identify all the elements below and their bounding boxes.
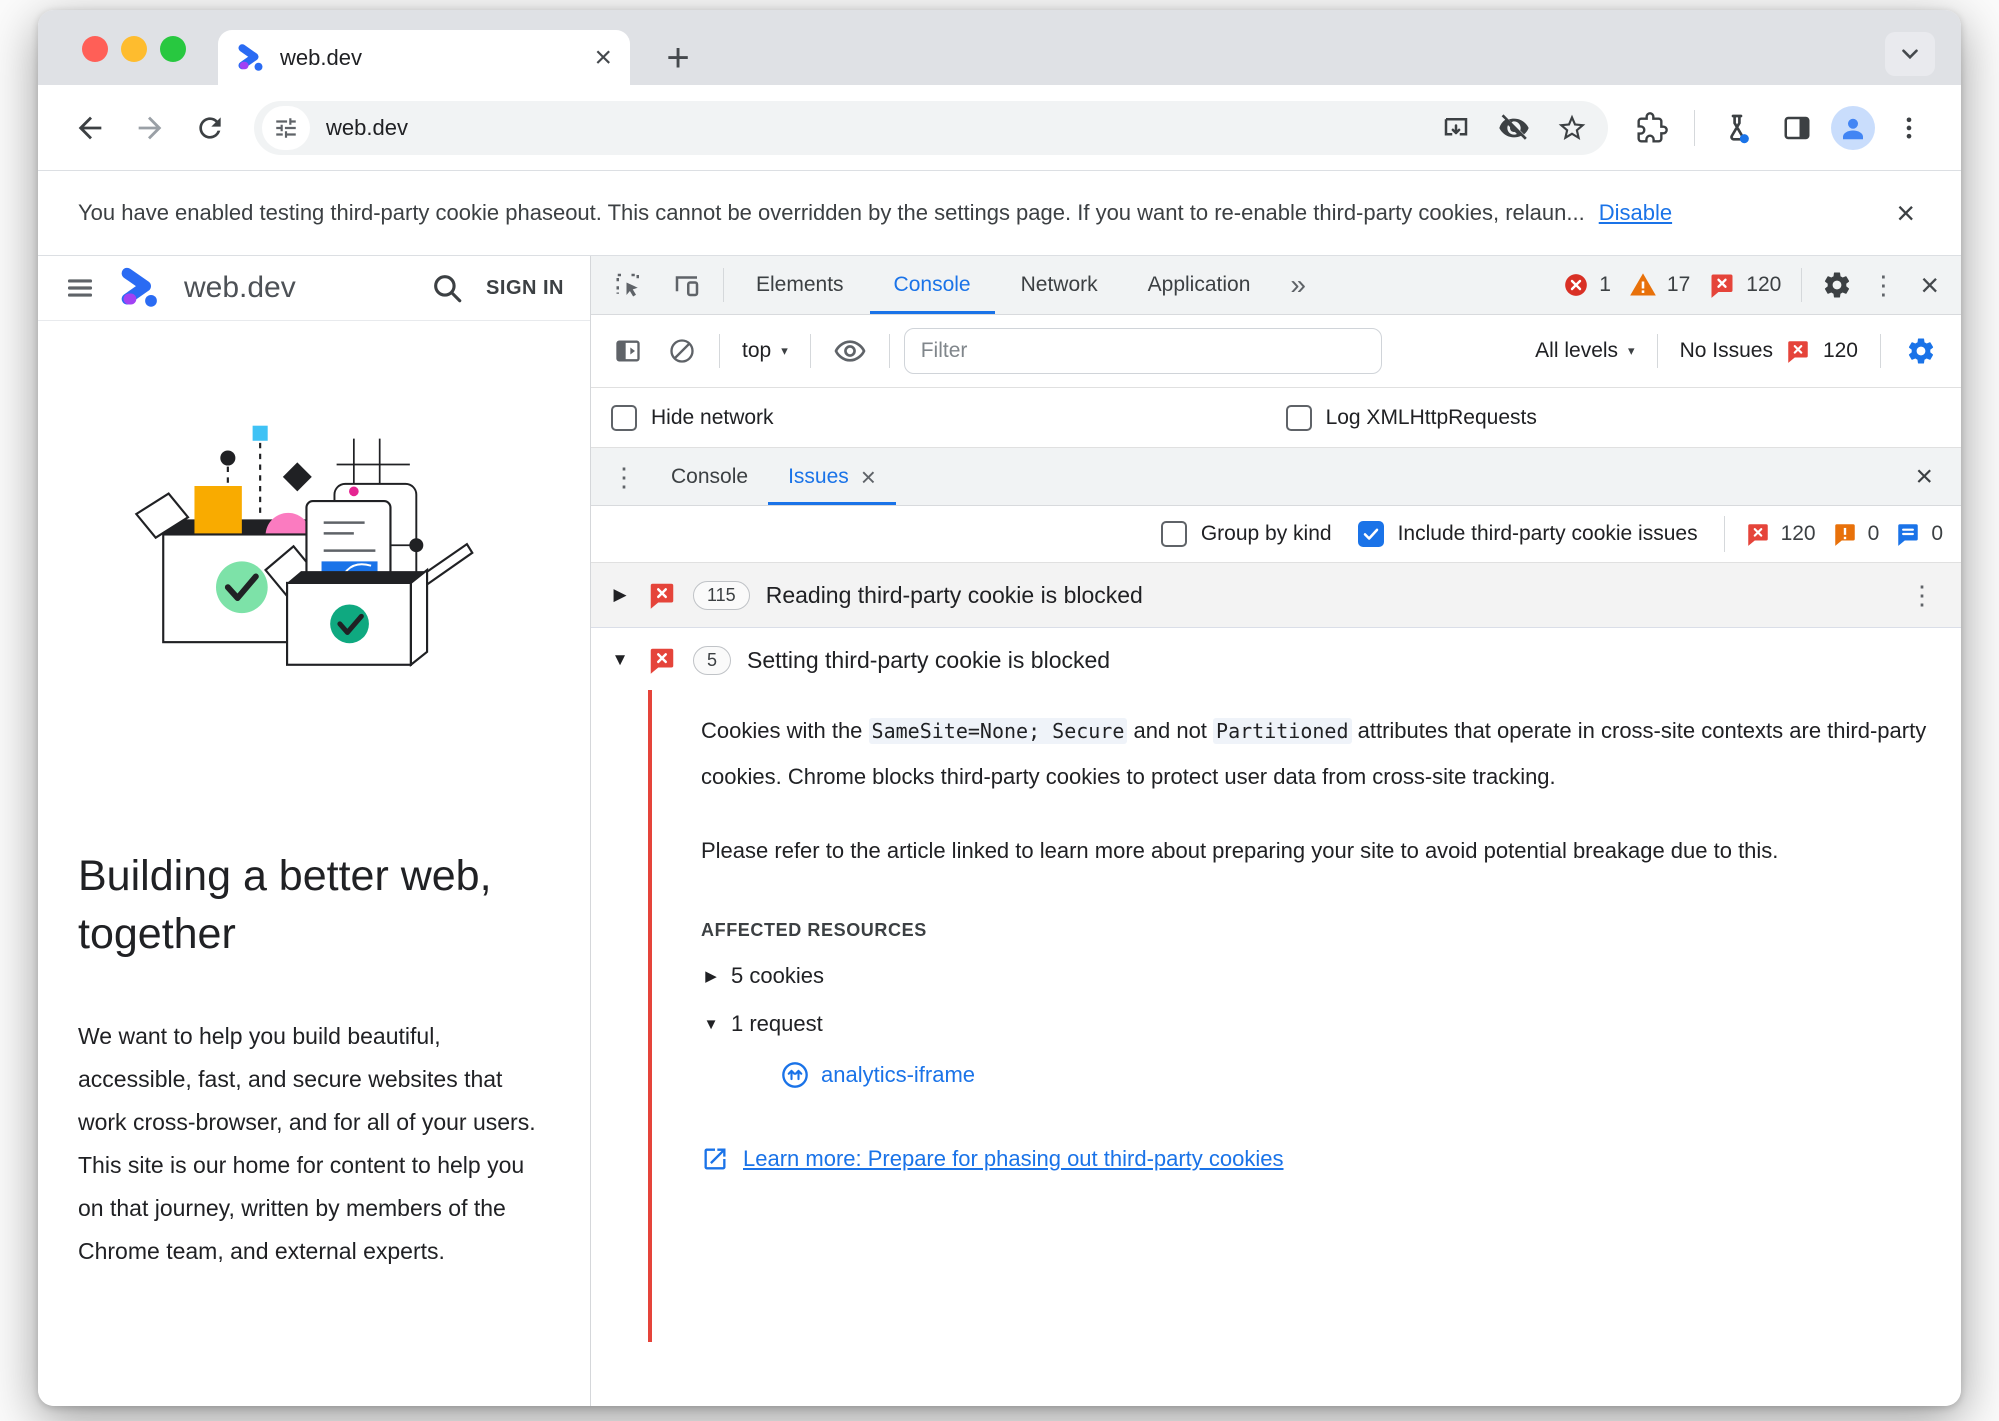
drawer-menu-kebab-icon[interactable]: ⋮	[611, 461, 637, 492]
drawer-tab-bar	[591, 448, 1961, 506]
reload-button[interactable]	[184, 102, 236, 154]
issues-list	[591, 563, 1961, 1406]
issue-kind-counters	[1724, 516, 1943, 552]
live-expression-eye-icon[interactable]	[825, 323, 875, 379]
chevron-down-icon: ▾	[781, 343, 788, 358]
zoom-window-button[interactable]	[160, 36, 186, 62]
tab-close-icon[interactable]: ×	[594, 40, 612, 74]
webdev-favicon-icon	[236, 43, 266, 73]
issue-advice: Please refer to the article linked to learn more about preparing your site to avoid potential breakage due to this.	[701, 838, 1779, 863]
issues-count[interactable]: 120	[1746, 273, 1782, 296]
no-issues-counter[interactable]: No Issues 120	[1679, 339, 1858, 362]
tab-network[interactable]: Network	[1020, 273, 1098, 296]
minimize-window-button[interactable]	[121, 36, 147, 62]
console-settings-gear-icon[interactable]	[1895, 323, 1947, 379]
affected-requests-item[interactable]: ▼ 1 request	[701, 1011, 1941, 1037]
console-filter-input[interactable]	[904, 328, 1382, 374]
inspect-element-icon[interactable]	[601, 257, 657, 313]
intro-paragraph: We want to help you build beautiful, accessible, fast, and secure websites that work cross-browser, and for all of your users. This site is our home for content to help you on that journey, written by members of the Chrome team, and external experts.	[78, 1023, 536, 1264]
devtools-panel	[591, 256, 1961, 1406]
tab-application[interactable]: Application	[1147, 273, 1251, 296]
tab-elements[interactable]: Elements	[756, 273, 844, 296]
address-bar[interactable]	[254, 101, 1608, 155]
code-span: Partitioned	[1213, 718, 1351, 744]
request-reveal-icon	[781, 1061, 809, 1089]
improvement-count: 0	[1931, 522, 1943, 545]
checkbox-unchecked-icon	[611, 405, 637, 431]
clear-console-icon[interactable]	[659, 323, 705, 379]
issues-toolbar	[591, 506, 1961, 563]
triangle-down-icon: ▼	[703, 1015, 719, 1033]
external-link-icon	[701, 1145, 729, 1173]
include-third-party-checkbox[interactable]: Include third-party cookie issues	[1358, 521, 1698, 547]
chevron-down-icon	[1897, 41, 1923, 67]
chevron-down-icon: ▾	[1628, 343, 1635, 358]
issue-error-badge-icon	[647, 645, 677, 675]
group-by-kind-checkbox[interactable]: Group by kind	[1161, 521, 1332, 547]
log-levels-selector[interactable]: All levels ▾	[1535, 339, 1635, 362]
error-badge-icon[interactable]	[1563, 272, 1589, 298]
tab-title: web.dev	[280, 44, 362, 70]
devtools-tab-bar	[591, 256, 1961, 315]
hide-network-checkbox[interactable]: Hide network	[611, 405, 774, 431]
issue-row-reading-cookie[interactable]	[591, 563, 1961, 628]
issue-title: Setting third-party cookie is blocked	[747, 646, 1111, 673]
browser-toolbar	[38, 85, 1961, 171]
console-toolbar	[591, 315, 1961, 388]
install-app-icon[interactable]	[1430, 106, 1482, 150]
code-span: SameSite=None; Secure	[869, 718, 1128, 744]
issue-description: Cookies with the SameSite=None; Secure and not Partitioned attributes that operate in cross-site contexts are third-party cookies. Chrome blocks third-party cookies to protect user data from cross-site tracking.	[701, 718, 1927, 789]
sign-in-button[interactable]: SIGN IN	[486, 276, 564, 299]
drawer-tab-close-icon[interactable]: ×	[860, 461, 876, 492]
issue-severity-bar	[648, 690, 652, 1342]
drawer-tab-console[interactable]: Console	[671, 464, 749, 488]
warning-badge-icon[interactable]	[1629, 271, 1657, 299]
warning-count[interactable]: 17	[1666, 273, 1691, 296]
search-icon[interactable]	[430, 271, 464, 305]
bookmark-star-icon[interactable]	[1546, 106, 1598, 150]
issue-row-kebab-icon[interactable]: ⋮	[1909, 580, 1935, 610]
context-selector[interactable]: top ▾	[742, 339, 788, 362]
infobar-disable-link[interactable]: Disable	[1598, 200, 1673, 225]
affected-resources-heading: AFFECTED RESOURCES	[701, 920, 927, 940]
webdev-logo-icon[interactable]	[118, 266, 162, 310]
issues-badge-icon	[1785, 338, 1811, 364]
issue-error-badge-icon	[647, 580, 677, 610]
triangle-down-icon: ▼	[611, 650, 629, 669]
new-tab-button[interactable]: +	[666, 36, 690, 80]
log-xhr-checkbox[interactable]: Log XMLHttpRequests	[1286, 405, 1537, 431]
checkbox-unchecked-icon	[1161, 521, 1187, 547]
site-settings-button[interactable]	[262, 106, 310, 150]
toolbar-divider	[1694, 110, 1695, 146]
drawer-tab-issues[interactable]: Issues ×	[768, 448, 896, 505]
browser-tab[interactable]	[218, 30, 630, 85]
issue-detail-body	[591, 692, 1961, 1406]
error-count[interactable]: 1	[1599, 273, 1611, 296]
issue-count-pill: 115	[693, 581, 750, 610]
triangle-right-icon: ▶	[613, 585, 627, 604]
checkbox-checked-icon	[1358, 521, 1384, 547]
browser-menu-kebab-icon[interactable]	[1883, 102, 1935, 154]
experiments-flask-icon[interactable]	[1711, 102, 1763, 154]
back-button[interactable]	[64, 102, 116, 154]
issue-title: Reading third-party cookie is blocked	[765, 581, 1143, 608]
improvement-badge-icon	[1895, 521, 1921, 547]
breaking-change-badge-icon	[1832, 521, 1858, 547]
extensions-icon[interactable]	[1626, 102, 1678, 154]
page-error-count: 120	[1780, 522, 1816, 545]
forward-button[interactable]	[124, 102, 176, 154]
breaking-change-count: 0	[1867, 522, 1880, 545]
tab-console[interactable]: Console	[870, 256, 995, 314]
drawer-close-icon[interactable]: ×	[1915, 459, 1933, 493]
more-tabs-icon[interactable]: »	[1290, 269, 1306, 300]
checkbox-unchecked-icon	[1286, 405, 1312, 431]
affected-cookies-item[interactable]: ▶ 5 cookies	[701, 963, 1941, 989]
url-text[interactable]: web.dev	[326, 114, 408, 140]
console-settings-row	[591, 388, 1961, 448]
issue-row-setting-cookie[interactable]	[591, 628, 1961, 692]
issues-badge-icon[interactable]	[1708, 271, 1736, 299]
browser-window	[38, 10, 1961, 1406]
brand-text[interactable]: web.dev	[184, 271, 296, 304]
learn-more-link[interactable]: Learn more: Prepare for phasing out third-party cookies	[743, 1146, 1284, 1171]
infobar-message: You have enabled testing third-party cookie phaseout. This cannot be overridden by the settings page. If you want to re-enable third-party cookies, relaun...	[78, 200, 1585, 225]
devtools-close-icon[interactable]: ×	[1920, 267, 1939, 303]
devtools-settings-gear-icon[interactable]	[1822, 270, 1852, 300]
webdev-page	[38, 256, 591, 1406]
issue-count-pill: 5	[693, 646, 731, 675]
profile-avatar[interactable]	[1831, 106, 1875, 150]
tab-search-chevron-button[interactable]	[1885, 32, 1935, 76]
close-window-button[interactable]	[82, 36, 108, 62]
page-title: Building a better web, together	[78, 852, 492, 958]
hamburger-menu-icon[interactable]	[64, 272, 96, 304]
device-toolbar-icon[interactable]	[659, 257, 715, 313]
site-header	[38, 256, 590, 321]
devtools-menu-kebab-icon[interactable]: ⋮	[1870, 270, 1897, 300]
password-eye-off-icon[interactable]	[1488, 106, 1540, 150]
cookie-phaseout-infobar	[38, 171, 1961, 256]
page-error-badge-icon	[1745, 521, 1771, 547]
console-sidebar-icon[interactable]	[605, 323, 651, 379]
side-panel-icon[interactable]	[1771, 102, 1823, 154]
infobar-close-icon[interactable]: ×	[1896, 195, 1915, 231]
tab-strip	[38, 10, 1961, 85]
hero-illustration	[38, 321, 590, 791]
request-link[interactable]: analytics-iframe	[781, 1061, 1941, 1089]
learn-more-row	[701, 1145, 1941, 1173]
triangle-right-icon: ▶	[705, 968, 717, 985]
window-controls	[82, 36, 186, 62]
